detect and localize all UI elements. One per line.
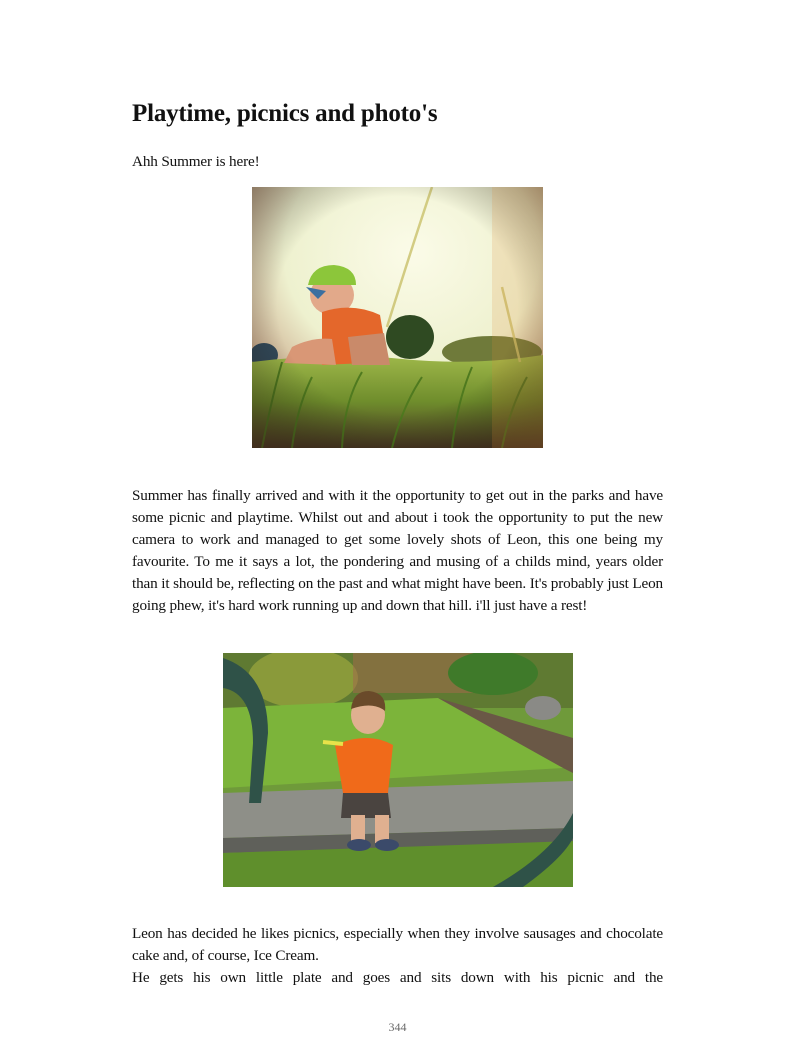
- paragraph-picnics: Leon has decided he likes picnics, especially when they involve sausages and chocolate cake and, of course, Ice Cream.: [132, 925, 663, 964]
- page-number: 344: [388, 1020, 407, 1034]
- intro-text: Ahh Summer is here!: [132, 153, 260, 170]
- photo-boy-on-step: [223, 653, 573, 887]
- paragraph-summer: Summer has finally arrived and with it the opportunity to get out in the parks and have some picnic and playtime. Whilst out and about i took the opportunity to put the new camera to work and managed to get some lovely shots of Leon, this one being my favourite. To me it says a lot, the pondering and musing of a childs mind, years older than it should be, reflecting on the past and what might have been. It's probably just Leon going phew, it's hard work running up and down that hill. i'll just have a rest!: [132, 487, 663, 614]
- paragraph-plate: He gets his own little plate and goes and sits down with his picnic and the: [132, 969, 663, 986]
- page-title: Playtime, picnics and photo's: [132, 100, 438, 127]
- photo-boy-in-grass: [252, 187, 543, 448]
